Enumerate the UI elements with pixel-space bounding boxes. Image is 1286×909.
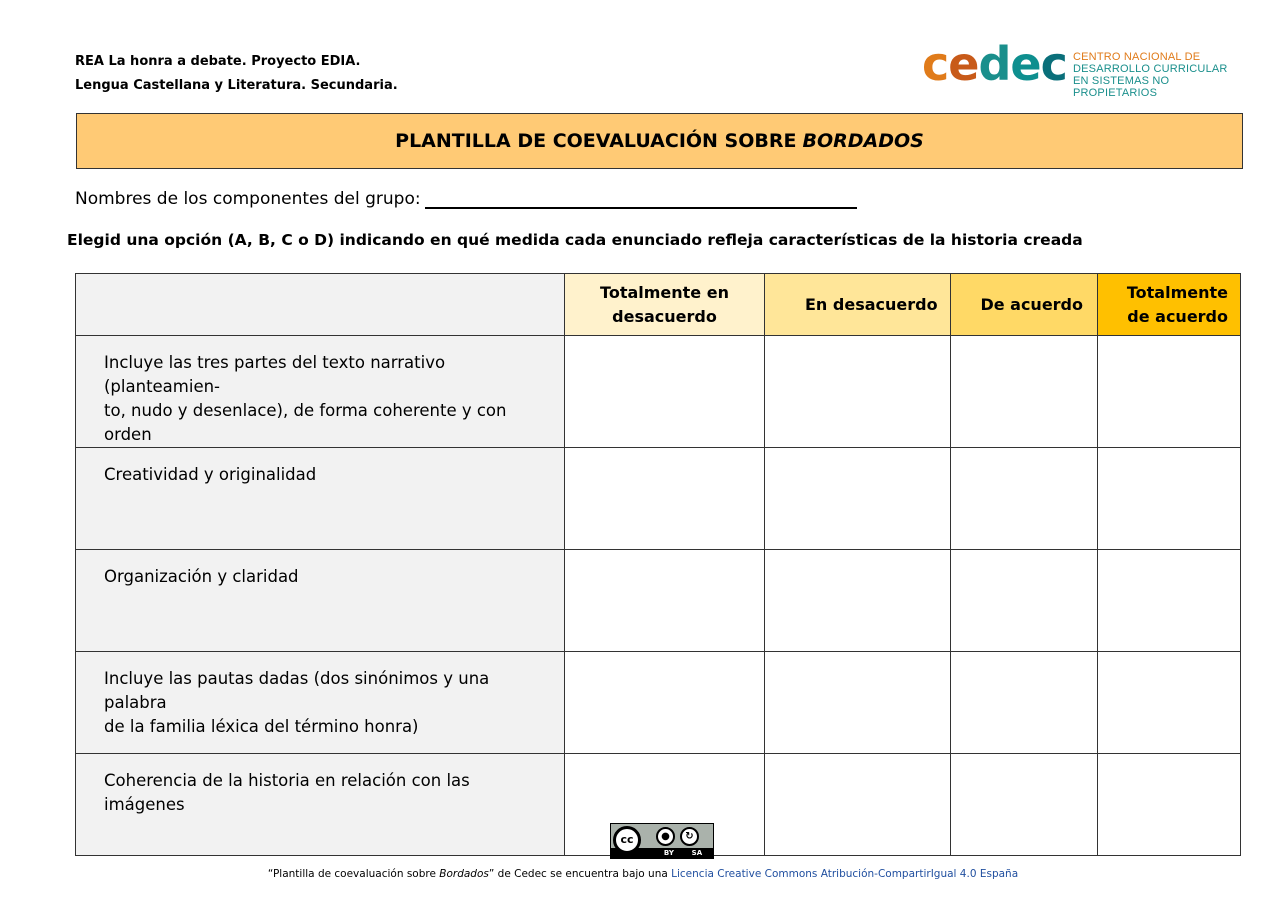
header-line-1: REA La honra a debate. Proyecto EDIA. xyxy=(75,54,361,69)
header-col-2-line-1: En desacuerdo xyxy=(805,294,938,314)
document-header xyxy=(75,50,398,98)
cedec-logo-subtitle xyxy=(1073,51,1242,99)
license-link[interactable]: Licencia Creative Commons Atribución-CompartirIgual 4.0 España xyxy=(671,868,1019,880)
header-col-totalmente-acuerdo xyxy=(1098,274,1241,336)
header-col-1-line-2: desacuerdo xyxy=(612,306,717,326)
cedec-logo xyxy=(922,37,1242,99)
rating-cell[interactable] xyxy=(765,652,951,754)
table-row xyxy=(76,550,1241,652)
logo-sub-line-2: DESARROLLO CURRICULAR xyxy=(1073,63,1228,75)
header-col-4-line-1: Totalmente xyxy=(1126,282,1228,302)
criterion-line-1: Organización y claridad xyxy=(104,567,299,586)
instruction-text: Elegid una opción (A, B, C o D) indicando en qué medida cada enunciado refleja características de la historia creada xyxy=(67,231,1083,249)
criterion-line-1: Coherencia de la historia en relación con las imágenes xyxy=(104,771,470,814)
criterion-line-1: Incluye las tres partes del texto narrativo (planteamien- xyxy=(104,353,446,396)
rating-cell[interactable] xyxy=(951,652,1098,754)
rating-cell[interactable] xyxy=(1098,754,1241,856)
criterion-line-1: Creatividad y originalidad xyxy=(104,465,317,484)
header-col-4-line-2: de acuerdo xyxy=(1127,306,1228,326)
logo-sub-line-1: CENTRO NACIONAL DE xyxy=(1073,51,1201,63)
criterion-cell xyxy=(76,652,565,754)
attribution-icon: ● xyxy=(656,827,675,846)
criterion-line-2: to, nudo y desenlace), de forma coherente y con orden xyxy=(104,401,507,444)
rating-cell[interactable] xyxy=(565,550,765,652)
table-row xyxy=(76,448,1241,550)
rating-cell[interactable] xyxy=(951,448,1098,550)
rating-cell[interactable] xyxy=(565,652,765,754)
header-criteria-cell xyxy=(76,274,565,336)
criterion-line-2: de la familia léxica del término honra) xyxy=(104,717,419,736)
header-col-de-acuerdo xyxy=(951,274,1098,336)
page-title xyxy=(76,113,1243,169)
license-quote-italic: Bordados xyxy=(439,868,489,880)
header-col-en-desacuerdo xyxy=(765,274,951,336)
license-quote-open: “Plantilla de coevaluación sobre xyxy=(267,868,440,880)
criterion-cell xyxy=(76,550,565,652)
rating-cell[interactable] xyxy=(1098,448,1241,550)
license-text xyxy=(0,868,1286,880)
table-row xyxy=(76,336,1241,448)
cc-icon: cc xyxy=(613,826,641,854)
table-header-row xyxy=(76,274,1241,336)
criterion-line-1: Incluye las pautas dadas (dos sinónimos y una palabra xyxy=(104,669,490,712)
rating-cell[interactable] xyxy=(565,336,765,448)
rating-cell[interactable] xyxy=(951,550,1098,652)
sa-label: SA xyxy=(691,849,703,857)
rating-cell[interactable] xyxy=(765,448,951,550)
cc-badge-labels xyxy=(655,848,711,858)
by-label: BY xyxy=(663,849,674,857)
table-row xyxy=(76,652,1241,754)
header-line-2: Lengua Castellana y Literatura. Secundaria. xyxy=(75,78,398,93)
title-italic: BORDADOS xyxy=(802,130,924,152)
criterion-cell xyxy=(76,448,565,550)
title-prefix: PLANTILLA DE COEVALUACIÓN SOBRE xyxy=(395,130,797,152)
criterion-cell xyxy=(76,754,565,856)
rating-cell[interactable] xyxy=(1098,336,1241,448)
rating-cell[interactable] xyxy=(1098,550,1241,652)
rating-cell[interactable] xyxy=(765,336,951,448)
coevaluation-table xyxy=(75,273,1241,856)
criterion-cell xyxy=(76,336,565,448)
rating-cell[interactable] xyxy=(1098,652,1241,754)
header-col-3-line-1: De acuerdo xyxy=(980,294,1083,314)
rating-cell[interactable] xyxy=(765,754,951,856)
group-names-label: Nombres de los componentes del grupo: xyxy=(75,189,421,209)
group-names-field xyxy=(75,188,857,209)
rating-cell[interactable] xyxy=(565,448,765,550)
cedec-logo-word: cedec xyxy=(922,37,1067,91)
header-col-1-line-1: Totalmente en xyxy=(600,282,729,302)
logo-sub-line-3: EN SISTEMAS NO PROPIETARIOS xyxy=(1073,75,1170,99)
cc-license-badge[interactable] xyxy=(610,823,714,859)
share-alike-icon: ↻ xyxy=(680,827,699,846)
header-col-totalmente-desacuerdo xyxy=(565,274,765,336)
group-names-blank[interactable] xyxy=(425,188,857,209)
rating-cell[interactable] xyxy=(951,336,1098,448)
rating-cell[interactable] xyxy=(765,550,951,652)
rating-cell[interactable] xyxy=(951,754,1098,856)
license-quote-close: ” de Cedec se encuentra bajo una xyxy=(488,868,672,880)
